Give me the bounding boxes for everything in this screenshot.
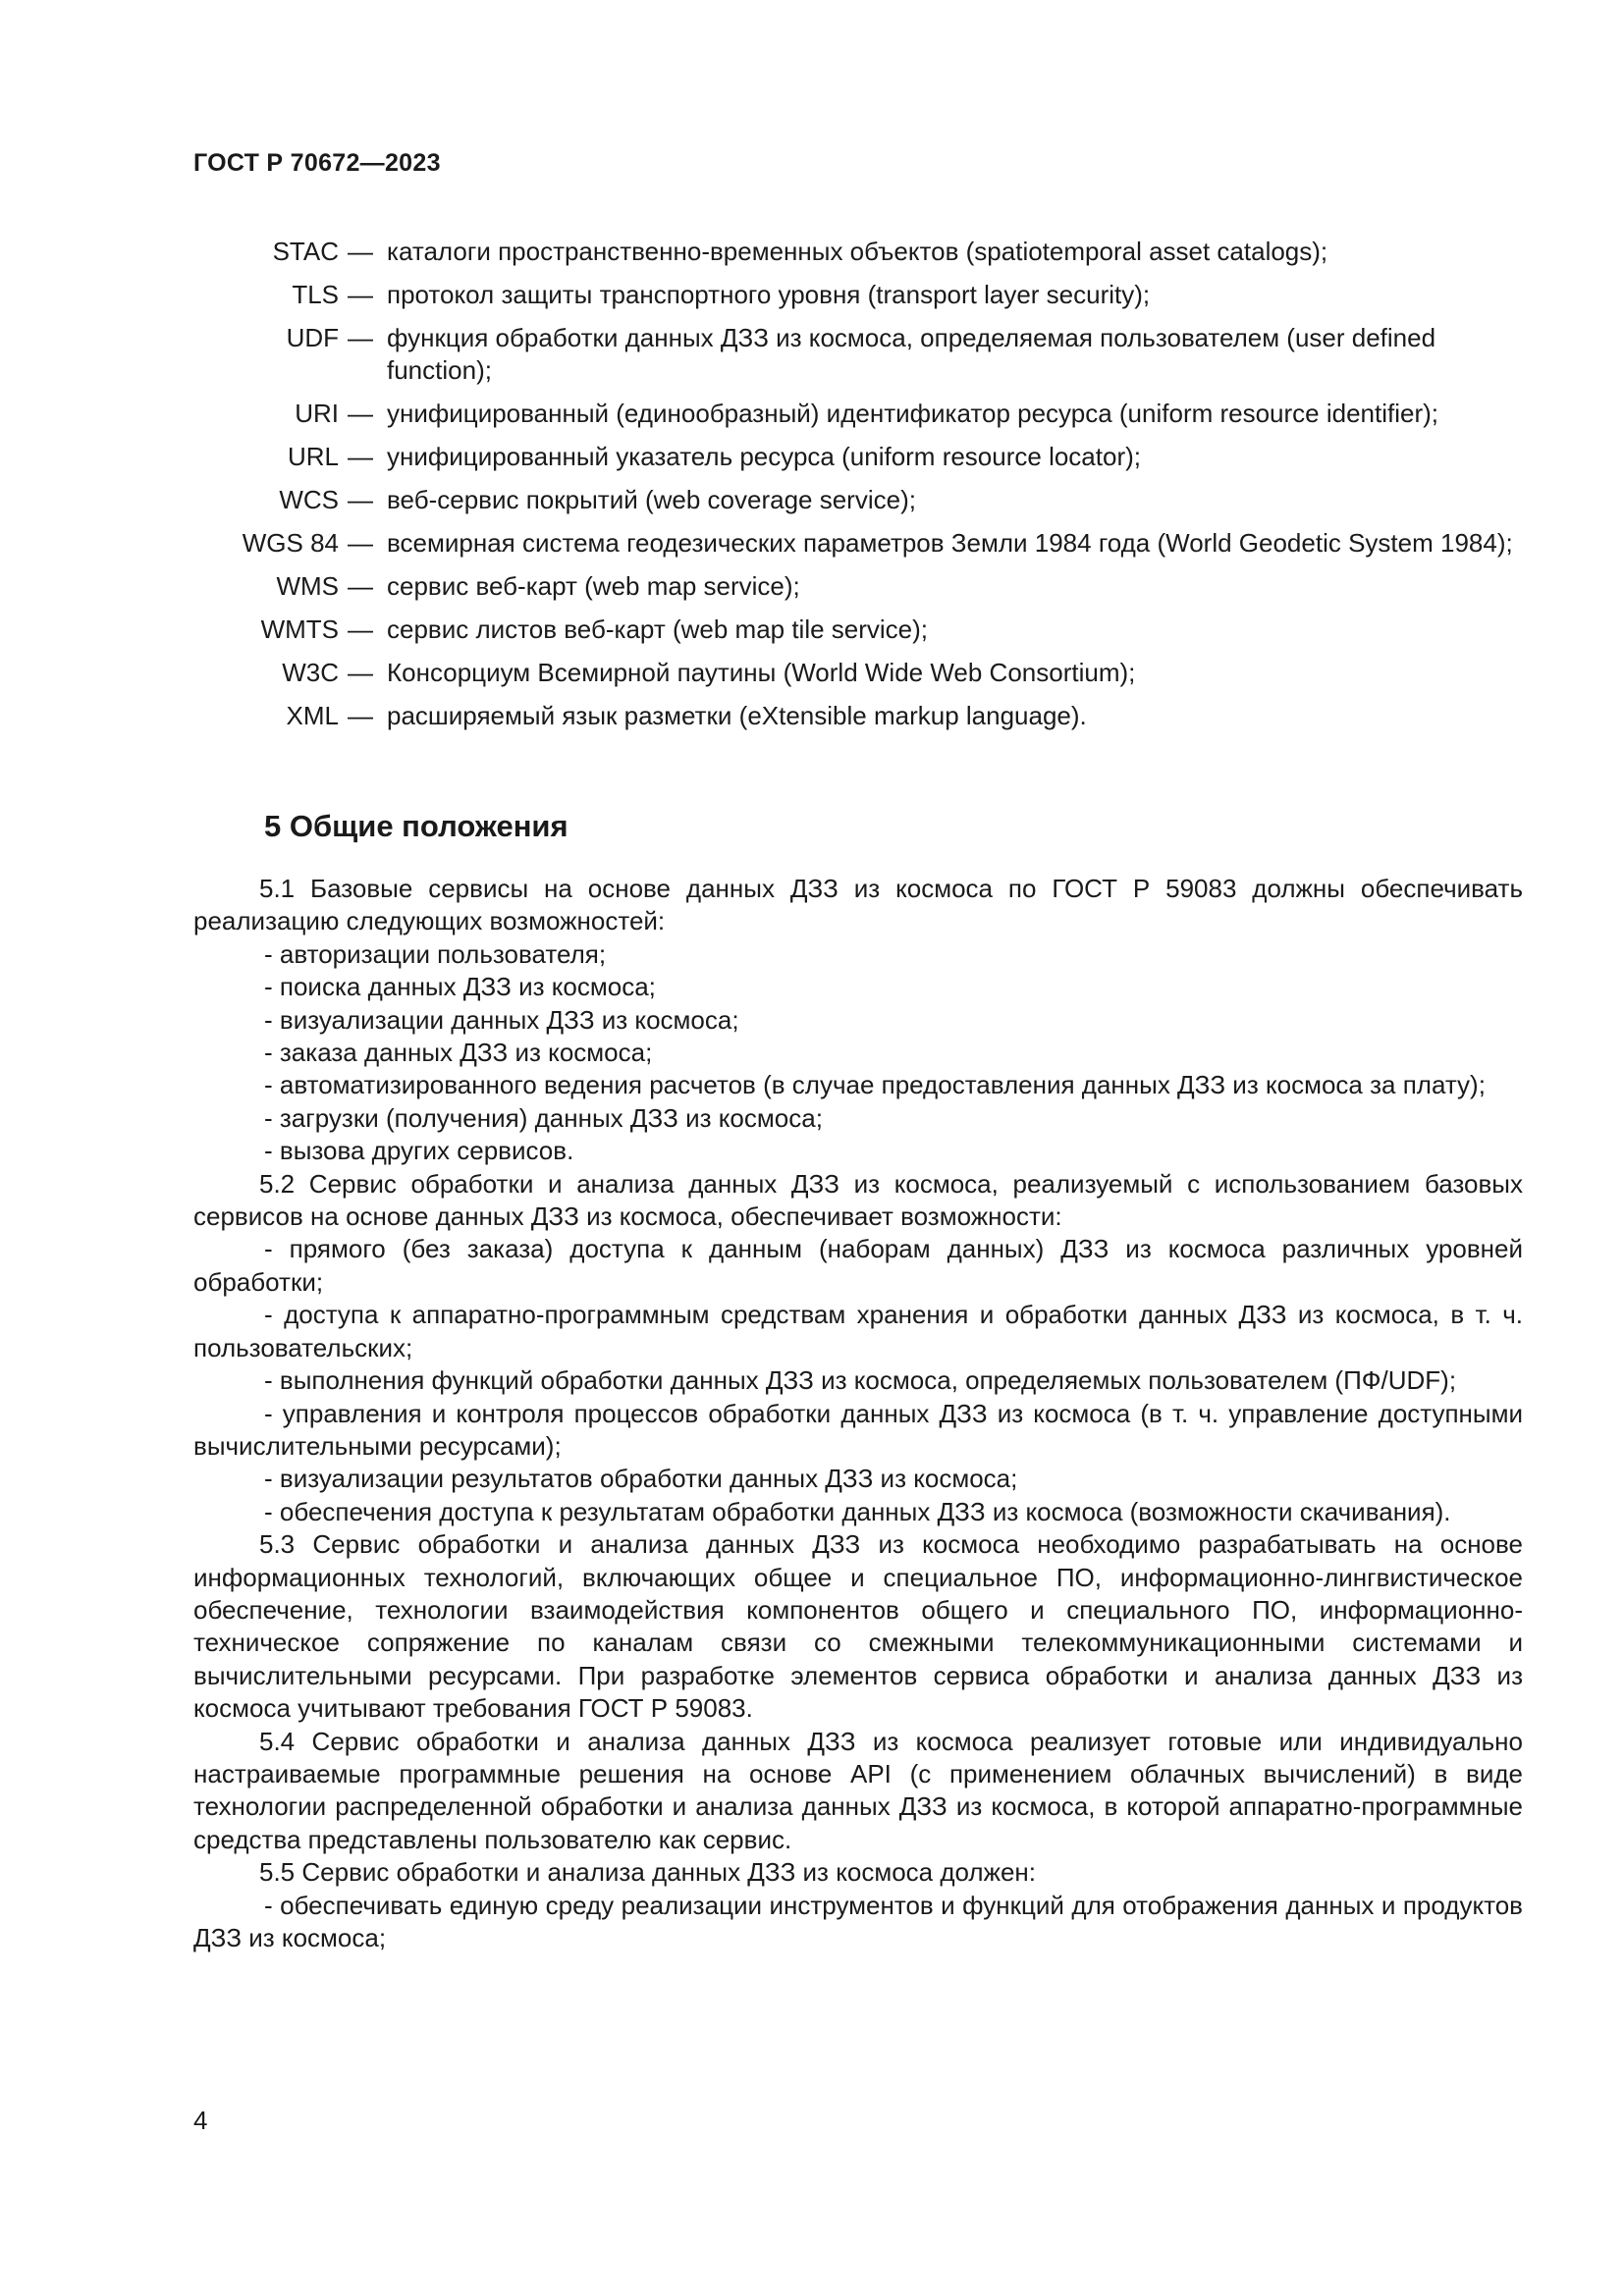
section-heading: 5 Общие положения xyxy=(264,809,568,843)
abbreviation-definition: сервис веб-карт (web map service); xyxy=(387,571,800,601)
abbreviation-dash: — xyxy=(348,442,373,471)
abbreviation-row xyxy=(0,570,1624,603)
abbreviation-dash: — xyxy=(348,658,373,687)
paragraph: 5.1 Базовые сервисы на основе данных ДЗЗ из космоса по ГОСТ Р 59083 должны обеспечивать реализацию следующих возможностей: xyxy=(193,874,1523,936)
abbreviation-row xyxy=(0,322,1624,387)
list-item: - визуализации результатов обработки данных ДЗЗ из космоса; xyxy=(264,1464,1018,1494)
abbreviation-row xyxy=(0,236,1624,268)
list-item: - выполнения функций обработки данных ДЗЗ из космоса, определяемых пользователем (ПФ/UDF); xyxy=(264,1365,1457,1396)
abbreviation-term: TLS xyxy=(292,280,339,309)
list-item: - поиска данных ДЗЗ из космоса; xyxy=(264,972,656,1002)
abbreviation-term: WGS 84 xyxy=(242,528,339,558)
abbreviation-dash: — xyxy=(348,571,373,601)
abbreviation-definition: протокол защиты транспортного уровня (transport layer security); xyxy=(387,280,1151,309)
list-item: - доступа к аппаратно-программным средствам хранения и обработки данных ДЗЗ из космоса, в т. ч. пользовательских; xyxy=(193,1300,1523,1362)
abbreviation-term: WCS xyxy=(279,485,339,514)
abbreviation-term: WMS xyxy=(276,571,339,601)
section-body xyxy=(193,873,1523,1954)
list-item: - автоматизированного ведения расчетов (в случае предоставления данных ДЗЗ из космоса за плату); xyxy=(264,1070,1486,1100)
abbreviation-term: W3C xyxy=(282,658,339,687)
abbreviation-term: UDF xyxy=(286,323,339,352)
list-item: - управления и контроля процессов обработки данных ДЗЗ из космоса (в т. ч. управление доступными вычислительными ресурсами); xyxy=(193,1398,1523,1461)
abbreviation-definition: унифицированный (единообразный) идентификатор ресурса (uniform resource identifier); xyxy=(387,399,1439,428)
abbreviation-definition: унифицированный указатель ресурса (uniform resource locator); xyxy=(387,442,1141,471)
list-item: - прямого (без заказа) доступа к данным (наборам данных) ДЗЗ из космоса различных уровней обработки; xyxy=(193,1234,1523,1297)
abbreviation-definition: расширяемый язык разметки (eXtensible markup language). xyxy=(387,701,1087,730)
paragraph: 5.5 Сервис обработки и анализа данных ДЗЗ из космоса должен: xyxy=(259,1857,1037,1888)
abbreviation-dash: — xyxy=(348,485,373,514)
abbreviation-row xyxy=(0,614,1624,646)
abbreviation-dash: — xyxy=(348,399,373,428)
document-header-title: ГОСТ Р 70672—2023 xyxy=(193,149,441,177)
paragraph: 5.4 Сервис обработки и анализа данных ДЗЗ из космоса реализует готовые или индивидуально настраиваемые программные решения на основе API (с применением облачных вычислений) в виде технологии распределенной обработки и анализа данных ДЗЗ из космоса, в которой аппаратно-программные средства представлены пользователю как сервис. xyxy=(193,1726,1523,1854)
abbreviation-term: STAC xyxy=(272,237,339,266)
abbreviation-dash: — xyxy=(348,280,373,309)
abbreviation-definition: веб-сервис покрытий (web coverage service); xyxy=(387,485,916,514)
abbreviation-row xyxy=(0,700,1624,732)
abbreviation-dash: — xyxy=(348,614,373,644)
abbreviation-dash: — xyxy=(348,237,373,266)
list-item: - вызова других сервисов. xyxy=(264,1136,574,1166)
abbreviation-term: URL xyxy=(287,442,339,471)
abbreviation-dash: — xyxy=(348,701,373,730)
list-item: - заказа данных ДЗЗ из космоса; xyxy=(264,1038,653,1068)
abbreviations-list xyxy=(0,236,1624,743)
list-item: - загрузки (получения) данных ДЗЗ из космоса; xyxy=(264,1102,823,1133)
abbreviation-term: URI xyxy=(295,399,339,428)
abbreviation-term: WMTS xyxy=(260,614,339,644)
abbreviation-definition: функция обработки данных ДЗЗ из космоса, определяемая пользователем (user defined function); xyxy=(387,323,1436,385)
list-item: - визуализации данных ДЗЗ из космоса; xyxy=(264,1004,739,1035)
abbreviation-row xyxy=(0,527,1624,560)
abbreviation-row xyxy=(0,398,1624,430)
abbreviation-dash: — xyxy=(348,323,373,352)
abbreviation-definition: каталоги пространственно-временных объектов (spatiotemporal asset catalogs); xyxy=(387,237,1328,266)
abbreviation-term: XML xyxy=(286,701,339,730)
abbreviation-row xyxy=(0,484,1624,516)
page-number: 4 xyxy=(193,2106,208,2135)
list-item: - обеспечения доступа к результатам обработки данных ДЗЗ из космоса (возможности скачивания). xyxy=(264,1496,1451,1526)
list-item: - авторизации пользователя; xyxy=(264,938,607,969)
abbreviation-dash: — xyxy=(348,528,373,558)
abbreviation-row xyxy=(0,657,1624,689)
list-item: - обеспечивать единую среду реализации инструментов и функций для отображения данных и продуктов ДЗЗ из космоса; xyxy=(193,1890,1523,1952)
abbreviation-definition: сервис листов веб-карт (web map tile service); xyxy=(387,614,929,644)
abbreviation-definition: Консорциум Всемирной паутины (World Wide Web Consortium); xyxy=(387,658,1136,687)
abbreviation-definition: всемирная система геодезических параметров Земли 1984 года (World Geodetic System 1984); xyxy=(387,528,1513,558)
abbreviation-row xyxy=(0,279,1624,311)
paragraph: 5.2 Сервис обработки и анализа данных ДЗЗ из космоса, реализуемый с использованием базовых сервисов на основе данных ДЗЗ из космоса, обеспечивает возможности: xyxy=(193,1168,1523,1232)
abbreviation-row xyxy=(0,441,1624,473)
paragraph: 5.3 Сервис обработки и анализа данных ДЗЗ из космоса необходимо разрабатывать на основе информационных технологий, включающих общее и специальное ПО, информационно-лингвистическое обеспечение, технологии взаимодействия компонентов общего и специального ПО, информационно-техническое сопряжение по каналам связи со смежными телекоммуникационными системами и вычислительными ресурсами. При разработке элементов сервиса обработки и анализа данных ДЗЗ из космоса учитывают требования ГОСТ Р 59083. xyxy=(193,1529,1523,1724)
